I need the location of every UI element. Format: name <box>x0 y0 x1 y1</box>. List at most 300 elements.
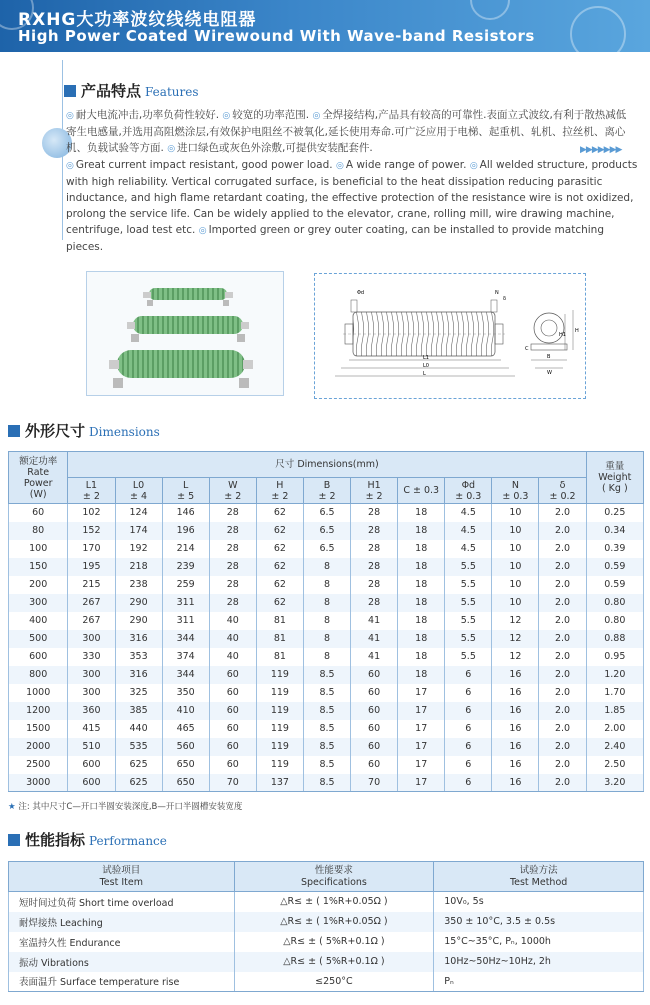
table-cell: 6 <box>445 702 492 720</box>
table-cell: 70 <box>351 774 398 792</box>
table-cell: 267 <box>68 612 115 630</box>
drawing-label-l: L <box>423 371 426 377</box>
resistor-large <box>109 350 253 388</box>
table-cell: 16 <box>492 774 539 792</box>
table-cell: 2.0 <box>539 738 586 756</box>
table-cell: 2.0 <box>539 756 586 774</box>
table-cell: 5.5 <box>445 594 492 612</box>
table-cell: 18 <box>398 648 445 666</box>
features-text-cn: ◎ 耐大电流冲击,功率负荷性较好. ◎ 较宽的功率范围. ◎ 全焊接结构,产品具有较高的可靠性.表面立式波纹,有利于散热减低寄生电感量,并选用高阻燃涂层,有效保护电阻丝不被氧化,延长使用寿命.可广泛应用于电梯、起重机、轧机、拉丝机、离心机、负载试验等方面. ◎ 进口绿色或灰色外涂敷,可提供安装配套件. <box>66 109 627 154</box>
table-cell: △R≤ ± ( 1%R+0.05Ω ) <box>234 912 434 932</box>
table-cell: 535 <box>115 738 162 756</box>
table-cell: 28 <box>209 504 256 522</box>
table-cell: 60 <box>351 684 398 702</box>
table-row <box>9 540 644 558</box>
table-cell: 28 <box>351 576 398 594</box>
table-row <box>9 666 644 684</box>
dimensions-heading: 外形尺寸 Dimensions <box>8 420 160 441</box>
table-cell: 192 <box>115 540 162 558</box>
drawing-label-c: C <box>525 346 529 352</box>
table-cell: 60 <box>351 702 398 720</box>
table-cell: 40 <box>209 648 256 666</box>
table-cell: 2.0 <box>539 558 586 576</box>
table-cell: 10 <box>492 558 539 576</box>
page-title-cn: RXHG大功率波纹线绕电阻器 <box>18 10 257 30</box>
table-cell: 4.5 <box>445 540 492 558</box>
table-cell: 344 <box>162 666 209 684</box>
table-cell: 102 <box>68 504 115 522</box>
table-cell: 18 <box>398 522 445 540</box>
table-cell: 12 <box>492 630 539 648</box>
table-cell: 410 <box>162 702 209 720</box>
table-cell: 41 <box>351 612 398 630</box>
table-cell: 60 <box>209 756 256 774</box>
table-cell: 80 <box>9 522 68 540</box>
table-cell: 81 <box>256 648 303 666</box>
table-cell: 28 <box>209 522 256 540</box>
table-cell: 70 <box>209 774 256 792</box>
resistor-medium <box>127 316 249 342</box>
table-cell: 10V₀, 5s <box>434 892 644 912</box>
table-cell: 18 <box>398 540 445 558</box>
page-title-en: High Power Coated Wirewound With Wave-band Resistors <box>18 27 535 45</box>
table-cell: 8.5 <box>303 720 350 738</box>
table-cell: 18 <box>398 630 445 648</box>
table-cell: 17 <box>398 684 445 702</box>
square-icon <box>64 85 76 97</box>
table-cell: △R≤ ± ( 5%R+0.1Ω ) <box>234 952 434 972</box>
table-cell: 2.0 <box>539 540 586 558</box>
table-cell: 表面温升 Surface temperature rise <box>9 972 235 992</box>
table-cell: 28 <box>209 540 256 558</box>
table-cell: 17 <box>398 720 445 738</box>
table-cell: 60 <box>209 702 256 720</box>
table-cell: 238 <box>115 576 162 594</box>
table-cell: 415 <box>68 720 115 738</box>
table-cell: 267 <box>68 594 115 612</box>
table-cell: 41 <box>351 630 398 648</box>
test-method-header: 试验方法 Test Method <box>434 862 644 892</box>
table-cell: 625 <box>115 774 162 792</box>
table-cell: 8 <box>303 648 350 666</box>
table-cell: 60 <box>9 504 68 522</box>
table-cell: ≤250°C <box>234 972 434 992</box>
table-cell: 0.59 <box>586 576 643 594</box>
test-item-header: 试验项目 Test Item <box>9 862 235 892</box>
table-cell: 8.5 <box>303 738 350 756</box>
table-cell: 119 <box>256 666 303 684</box>
table-cell: 60 <box>209 720 256 738</box>
table-cell: 60 <box>351 666 398 684</box>
table-cell: 259 <box>162 576 209 594</box>
bullet-icon: ◎ <box>66 111 74 121</box>
table-cell: 195 <box>68 558 115 576</box>
table-cell: 2.0 <box>539 702 586 720</box>
table-cell: 137 <box>256 774 303 792</box>
table-cell: 152 <box>68 522 115 540</box>
table-cell: 325 <box>115 684 162 702</box>
table-row <box>9 594 644 612</box>
table-row <box>9 522 644 540</box>
table-cell: 1.70 <box>586 684 643 702</box>
table-cell: 62 <box>256 594 303 612</box>
table-cell: 385 <box>115 702 162 720</box>
table-cell: 81 <box>256 612 303 630</box>
table-cell: 15°C~35°C, Pₙ, 1000h <box>434 932 644 952</box>
table-cell: 18 <box>398 504 445 522</box>
table-cell: 218 <box>115 558 162 576</box>
table-cell: 12 <box>492 612 539 630</box>
table-cell: 18 <box>398 612 445 630</box>
table-cell: 17 <box>398 756 445 774</box>
table-cell: 振动 Vibrations <box>9 952 235 972</box>
dimensions-table <box>8 451 644 792</box>
table-cell: 1.85 <box>586 702 643 720</box>
drawing-label-w: W <box>547 370 552 376</box>
table-cell: 3000 <box>9 774 68 792</box>
drawing-label-b: B <box>547 354 551 360</box>
table-cell: 440 <box>115 720 162 738</box>
table-cell: 10Hz~50Hz~10Hz, 2h <box>434 952 644 972</box>
table-cell: 0.39 <box>586 540 643 558</box>
table-row <box>9 720 644 738</box>
table-cell: 8.5 <box>303 756 350 774</box>
table-cell: 18 <box>398 576 445 594</box>
table-cell: 6 <box>445 774 492 792</box>
table-cell: 6 <box>445 666 492 684</box>
table-cell: 2.00 <box>586 720 643 738</box>
table-row <box>9 952 644 972</box>
bullet-icon: ◎ <box>198 226 207 236</box>
table-cell: 2.0 <box>539 522 586 540</box>
table-cell: 200 <box>9 576 68 594</box>
table-cell: 1500 <box>9 720 68 738</box>
table-cell: △R≤ ± ( 5%R+0.1Ω ) <box>234 932 434 952</box>
table-cell: 360 <box>68 702 115 720</box>
dim-column-header: B ± 2 <box>303 478 350 504</box>
table-row <box>9 892 644 912</box>
dim-column-header: N ± 0.3 <box>492 478 539 504</box>
technical-drawing <box>314 273 586 399</box>
drawing-label-l1: L1 <box>423 355 429 361</box>
table-cell: 62 <box>256 558 303 576</box>
drawing-label-l0: L0 <box>423 363 429 369</box>
table-row <box>9 630 644 648</box>
table-cell: 5.5 <box>445 630 492 648</box>
dimensions-group-header: 尺寸 Dimensions(mm) <box>68 452 586 478</box>
table-cell: 8.5 <box>303 774 350 792</box>
table-cell: 2.40 <box>586 738 643 756</box>
table-cell: 28 <box>351 558 398 576</box>
table-cell: 146 <box>162 504 209 522</box>
table-cell: 40 <box>209 612 256 630</box>
table-cell: 2.50 <box>586 756 643 774</box>
table-cell: 560 <box>162 738 209 756</box>
dim-column-header: H ± 2 <box>256 478 303 504</box>
table-note: ★ 注: 其中尺寸C—开口半圆安装深度,B—开口半圆槽安装宽度 <box>8 802 243 812</box>
table-cell: 6.5 <box>303 522 350 540</box>
bubble-decoration <box>470 0 510 20</box>
features-text-en: ◎ Great current impact resistant, good power load. ◎ A wide range of power. ◎ All welded structure, products with high reliability. Vertical corrugated surface, is beneficial to the heat dissipation reducing parasitic inductance, and high flame retardant coating, the effective protection of the resistance wire is not oxidized, prolong the service life. Can be widely applied to the elevator, crane, rolling mill, wire drawing machine, centrifuge, load test etc. ◎ Imported green or grey outer coating, can be installed to provide matching pieces. <box>66 159 638 253</box>
dim-column-header: W ± 2 <box>209 478 256 504</box>
table-row <box>9 912 644 932</box>
table-cell: 0.59 <box>586 558 643 576</box>
table-cell: 28 <box>209 594 256 612</box>
arrow-decoration-icon: ▶▶▶▶▶▶▶ <box>580 145 622 155</box>
square-icon <box>8 834 20 846</box>
table-cell: 6 <box>445 720 492 738</box>
table-cell: 60 <box>209 666 256 684</box>
table-cell: 6.5 <box>303 504 350 522</box>
table-cell: 2.0 <box>539 612 586 630</box>
table-cell: 10 <box>492 576 539 594</box>
table-cell: 81 <box>256 630 303 648</box>
table-row <box>9 648 644 666</box>
table-cell: 62 <box>256 540 303 558</box>
table-cell: 8 <box>303 594 350 612</box>
table-cell: 170 <box>68 540 115 558</box>
table-cell: 400 <box>9 612 68 630</box>
table-cell: 28 <box>209 576 256 594</box>
table-cell: 290 <box>115 594 162 612</box>
table-cell: 2.0 <box>539 684 586 702</box>
table-cell: 650 <box>162 774 209 792</box>
table-cell: 650 <box>162 756 209 774</box>
table-cell: 2.0 <box>539 648 586 666</box>
bullet-icon: ◎ <box>167 144 176 154</box>
table-cell: 2500 <box>9 756 68 774</box>
dim-column-header: L0 ± 4 <box>115 478 162 504</box>
table-cell: 0.25 <box>586 504 643 522</box>
table-cell: 119 <box>256 684 303 702</box>
dim-column-header: δ ± 0.2 <box>539 478 586 504</box>
table-cell: 8 <box>303 558 350 576</box>
table-cell: 0.95 <box>586 648 643 666</box>
table-row <box>9 738 644 756</box>
table-cell: 1200 <box>9 702 68 720</box>
table-cell: Pₙ <box>434 972 644 992</box>
table-cell: 625 <box>115 756 162 774</box>
table-cell: 41 <box>351 648 398 666</box>
table-cell: 330 <box>68 648 115 666</box>
table-cell: 600 <box>68 774 115 792</box>
table-row <box>9 702 644 720</box>
table-cell: 800 <box>9 666 68 684</box>
table-cell: 2000 <box>9 738 68 756</box>
drawing-label-h1: H1 <box>559 332 566 338</box>
bullet-icon: ◎ <box>312 111 321 121</box>
table-row <box>9 504 644 522</box>
table-cell: 119 <box>256 756 303 774</box>
square-icon <box>8 425 20 437</box>
table-row <box>9 972 644 992</box>
table-cell: 10 <box>492 594 539 612</box>
table-row <box>9 932 644 952</box>
table-cell: 300 <box>9 594 68 612</box>
table-cell: 60 <box>209 738 256 756</box>
product-photo <box>86 271 284 396</box>
drawing-label-delta: δ <box>503 296 507 302</box>
table-row <box>9 558 644 576</box>
table-cell: 350 <box>162 684 209 702</box>
star-icon: ★ <box>8 802 16 812</box>
table-cell: 119 <box>256 702 303 720</box>
table-cell: 28 <box>351 504 398 522</box>
table-cell: 4.5 <box>445 504 492 522</box>
table-cell: 600 <box>9 648 68 666</box>
table-cell: 6 <box>445 738 492 756</box>
bullet-icon: ◎ <box>222 111 231 121</box>
table-cell: 311 <box>162 612 209 630</box>
bubble-decoration <box>570 6 626 52</box>
table-cell: 8.5 <box>303 702 350 720</box>
table-cell: 5.5 <box>445 558 492 576</box>
table-cell: 214 <box>162 540 209 558</box>
table-cell: 100 <box>9 540 68 558</box>
rate-power-header: 额定功率 Rate Power (W) <box>9 452 68 504</box>
table-cell: 16 <box>492 684 539 702</box>
table-cell: 17 <box>398 702 445 720</box>
table-cell: 2.0 <box>539 504 586 522</box>
performance-heading: 性能指标 Performance <box>8 829 167 850</box>
table-cell: 62 <box>256 522 303 540</box>
specifications-header: 性能要求 Specifications <box>234 862 434 892</box>
table-cell: 600 <box>68 756 115 774</box>
table-cell: 6.5 <box>303 540 350 558</box>
table-cell: 8.5 <box>303 684 350 702</box>
table-cell: 8 <box>303 576 350 594</box>
table-cell: 8 <box>303 630 350 648</box>
weight-header: 重量 Weight ( Kg ) <box>586 452 643 504</box>
table-cell: 室温持久性 Endurance <box>9 932 235 952</box>
table-cell: 17 <box>398 774 445 792</box>
table-cell: 28 <box>351 594 398 612</box>
table-cell: 10 <box>492 540 539 558</box>
table-cell: 316 <box>115 666 162 684</box>
header-banner <box>0 0 650 52</box>
table-cell: 5.5 <box>445 612 492 630</box>
table-row <box>9 774 644 792</box>
table-cell: 60 <box>351 756 398 774</box>
table-cell: 150 <box>9 558 68 576</box>
table-cell: 124 <box>115 504 162 522</box>
table-cell: 2.0 <box>539 774 586 792</box>
table-cell: 18 <box>398 558 445 576</box>
table-cell: 60 <box>351 738 398 756</box>
table-cell: 2.0 <box>539 666 586 684</box>
dim-column-header: L1 ± 2 <box>68 478 115 504</box>
table-cell: 0.88 <box>586 630 643 648</box>
table-row <box>9 684 644 702</box>
table-cell: 350 ± 10°C, 3.5 ± 0.5s <box>434 912 644 932</box>
table-cell: 2.0 <box>539 576 586 594</box>
table-row <box>9 612 644 630</box>
table-cell: 300 <box>68 684 115 702</box>
dim-column-header: H1 ± 2 <box>351 478 398 504</box>
table-cell: 16 <box>492 720 539 738</box>
table-row <box>9 756 644 774</box>
table-cell: 18 <box>398 666 445 684</box>
table-cell: 2.0 <box>539 720 586 738</box>
features-heading: 产品特点 Features <box>64 80 199 101</box>
table-cell: 119 <box>256 738 303 756</box>
drawing-label-n: N <box>495 290 499 296</box>
table-cell: 0.80 <box>586 612 643 630</box>
table-cell: 10 <box>492 522 539 540</box>
table-row <box>9 576 644 594</box>
table-cell: 3.20 <box>586 774 643 792</box>
table-cell: 316 <box>115 630 162 648</box>
bullet-icon: ◎ <box>335 161 344 171</box>
table-cell: 10 <box>492 504 539 522</box>
table-cell: 17 <box>398 738 445 756</box>
table-cell: 18 <box>398 594 445 612</box>
table-cell: 239 <box>162 558 209 576</box>
table-cell: 16 <box>492 738 539 756</box>
table-cell: 短时间过负荷 Short time overload <box>9 892 235 912</box>
table-cell: 174 <box>115 522 162 540</box>
table-cell: 62 <box>256 576 303 594</box>
table-cell: 16 <box>492 666 539 684</box>
table-cell: 6 <box>445 684 492 702</box>
table-cell: 8 <box>303 612 350 630</box>
table-cell: 353 <box>115 648 162 666</box>
table-cell: 62 <box>256 504 303 522</box>
table-cell: 2.0 <box>539 630 586 648</box>
table-cell: 290 <box>115 612 162 630</box>
table-cell: 311 <box>162 594 209 612</box>
bullet-icon: ◎ <box>469 161 478 171</box>
bullet-icon: ◎ <box>66 161 74 171</box>
table-cell: 0.34 <box>586 522 643 540</box>
table-cell: 1000 <box>9 684 68 702</box>
table-cell: 28 <box>209 558 256 576</box>
table-cell: 5.5 <box>445 576 492 594</box>
table-cell: 2.0 <box>539 594 586 612</box>
table-cell: 344 <box>162 630 209 648</box>
table-cell: 300 <box>68 630 115 648</box>
table-cell: 6 <box>445 756 492 774</box>
dim-column-header: Φd ± 0.3 <box>445 478 492 504</box>
table-cell: 40 <box>209 630 256 648</box>
table-cell: 510 <box>68 738 115 756</box>
table-cell: 16 <box>492 756 539 774</box>
dim-column-header: C ± 0.3 <box>398 478 445 504</box>
table-cell: △R≤ ± ( 1%R+0.05Ω ) <box>234 892 434 912</box>
resistor-small <box>143 288 233 306</box>
table-cell: 12 <box>492 648 539 666</box>
table-cell: 28 <box>351 522 398 540</box>
drawing-label-phid: Φd <box>357 290 365 296</box>
performance-table <box>8 861 644 992</box>
table-cell: 215 <box>68 576 115 594</box>
table-cell: 374 <box>162 648 209 666</box>
table-cell: 28 <box>351 540 398 558</box>
table-cell: 5.5 <box>445 648 492 666</box>
drawing-label-h: H <box>575 328 579 334</box>
table-cell: 119 <box>256 720 303 738</box>
table-cell: 196 <box>162 522 209 540</box>
table-cell: 60 <box>351 720 398 738</box>
table-cell: 4.5 <box>445 522 492 540</box>
table-cell: 耐焊接热 Leaching <box>9 912 235 932</box>
table-cell: 465 <box>162 720 209 738</box>
table-cell: 8.5 <box>303 666 350 684</box>
dim-column-header: L ± 5 <box>162 478 209 504</box>
table-cell: 60 <box>209 684 256 702</box>
table-cell: 500 <box>9 630 68 648</box>
table-cell: 1.20 <box>586 666 643 684</box>
